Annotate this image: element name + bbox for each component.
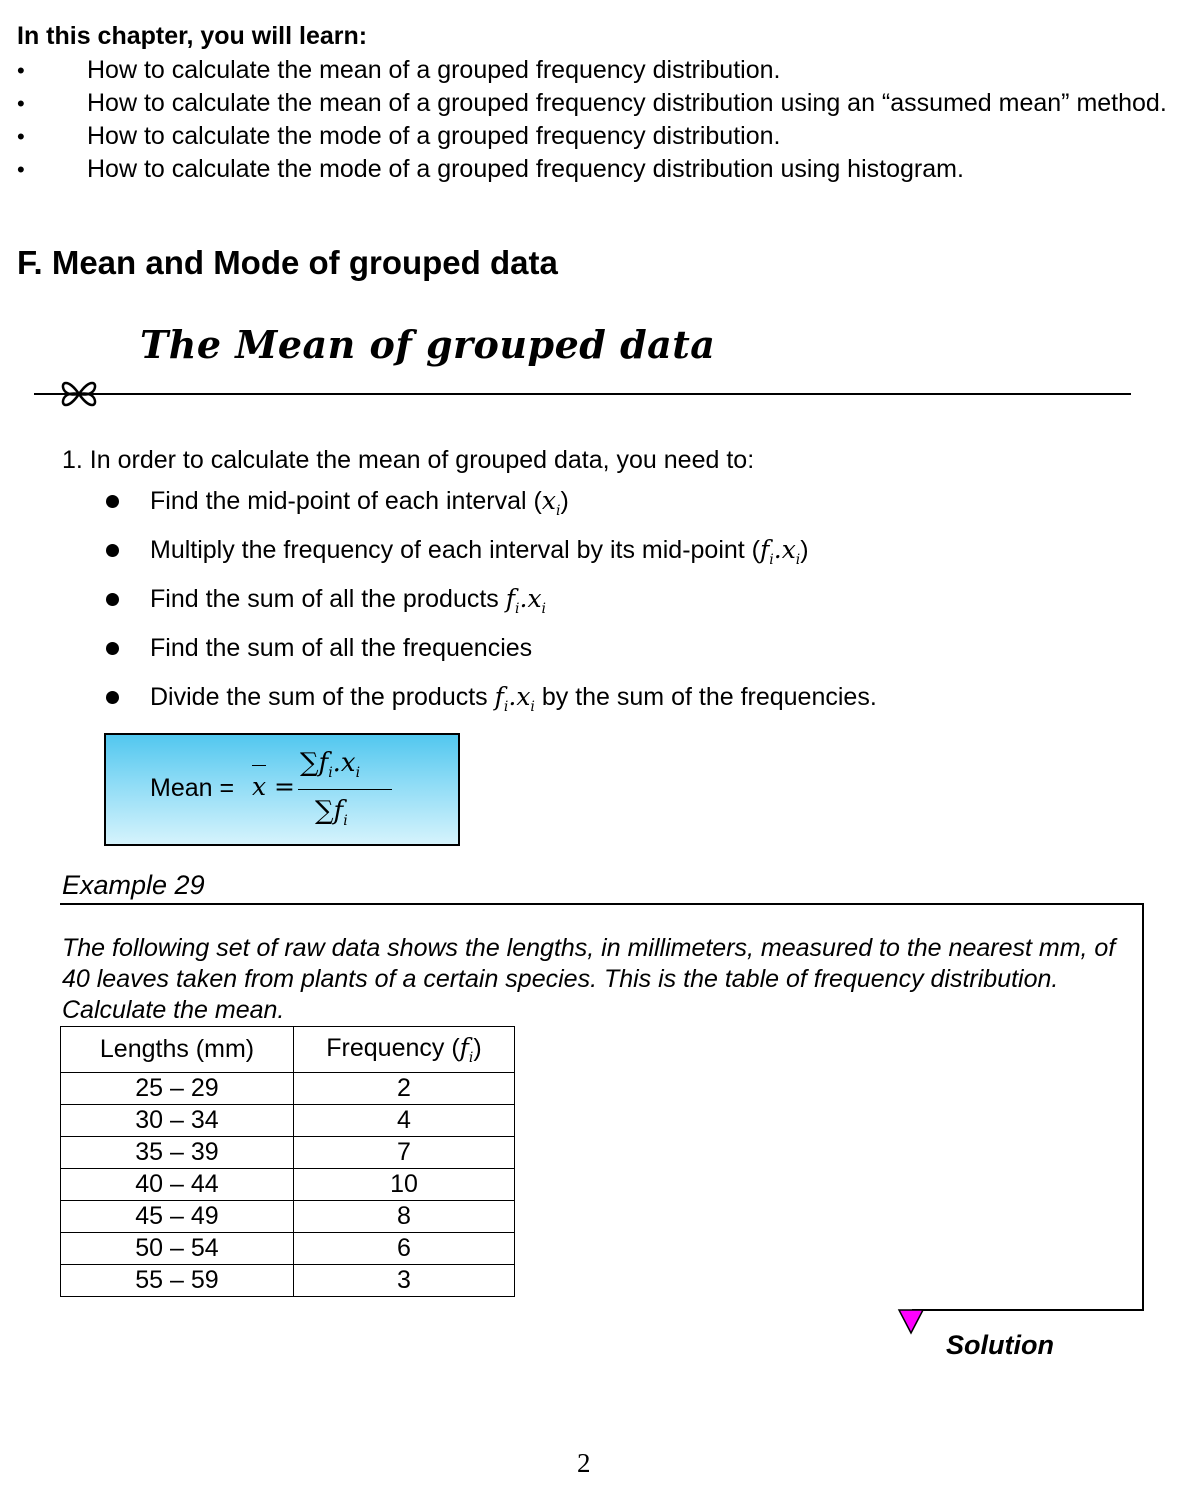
example-top-rule — [60, 903, 1144, 905]
bullet-icon: • — [17, 124, 25, 149]
example-title: Example 29 — [62, 870, 205, 900]
formula-denominator: $\sum f_i$ — [315, 796, 348, 829]
bullet-icon: • — [17, 58, 25, 83]
table-row — [61, 1233, 515, 1265]
table-header-row — [61, 1027, 515, 1073]
table-header-frequency: Frequency $(f_i)$ — [294, 1027, 515, 1073]
bullet-icon — [106, 642, 119, 655]
section-subtitle: The Mean of grouped data — [140, 322, 716, 367]
objectives-list — [17, 55, 1177, 187]
formula-lhs: x = — [252, 772, 295, 801]
table-row — [61, 1169, 515, 1201]
section-divider — [34, 393, 1131, 395]
step-item: Divide the sum of the products $f_i.x_i$ by the sum of the frequencies. — [100, 678, 877, 727]
example-right-rule — [1142, 903, 1144, 1310]
length-cell: 25 – 29 — [61, 1073, 294, 1105]
formula-label: Mean = — [150, 774, 235, 802]
objective-item: • How to calculate the mean of a grouped frequency distribution using an “assumed mean” method. — [17, 89, 1167, 117]
section-title: F. Mean and Mode of grouped data — [17, 244, 558, 281]
objective-item: • How to calculate the mode of a grouped frequency distribution using histogram. — [17, 155, 964, 183]
length-cell: 45 – 49 — [61, 1201, 294, 1233]
table-row — [61, 1201, 515, 1233]
length-cell: 30 – 34 — [61, 1105, 294, 1137]
frequency-cell: 3 — [294, 1265, 515, 1297]
steps-intro: 1. In order to calculate the mean of grouped data, you need to: — [62, 446, 755, 474]
step-item: Find the sum of all the products $f_i.x_i$ — [100, 580, 877, 629]
step-item: Find the sum of all the frequencies — [100, 629, 877, 678]
formula-numerator: $\sum f_i.x_i$ — [300, 748, 361, 781]
table-row — [61, 1137, 515, 1169]
page-number: 2 — [577, 1448, 591, 1478]
length-cell: 35 – 39 — [61, 1137, 294, 1169]
table-row — [61, 1073, 515, 1105]
intro-heading: In this chapter, you will learn: — [17, 22, 368, 50]
solution-label: Solution — [946, 1330, 1054, 1360]
bullet-icon: • — [17, 157, 25, 182]
steps-list — [100, 482, 877, 727]
length-cell: 55 – 59 — [61, 1265, 294, 1297]
bullet-icon — [106, 544, 119, 557]
bullet-icon: • — [17, 91, 25, 116]
frequency-cell: 10 — [294, 1169, 515, 1201]
objective-item: • How to calculate the mode of a grouped frequency distribution. — [17, 122, 781, 150]
frequency-cell: 7 — [294, 1137, 515, 1169]
x-bar-overline — [252, 765, 266, 766]
bullet-icon — [106, 593, 119, 606]
example-bottom-rule — [912, 1309, 1144, 1311]
formula-fraction-bar — [298, 789, 392, 790]
frequency-table — [60, 1026, 515, 1297]
frequency-cell: 8 — [294, 1201, 515, 1233]
frequency-cell: 6 — [294, 1233, 515, 1265]
triangle-marker-icon — [897, 1308, 925, 1336]
length-cell: 50 – 54 — [61, 1233, 294, 1265]
table-header-lengths: Lengths (mm) — [61, 1027, 294, 1073]
length-cell: 40 – 44 — [61, 1169, 294, 1201]
table-row — [61, 1265, 515, 1297]
bullet-icon — [106, 691, 119, 704]
step-item: Find the mid-point of each interval $(x_i)$ — [100, 482, 877, 531]
bullet-icon — [106, 495, 119, 508]
frequency-cell: 4 — [294, 1105, 515, 1137]
step-item: Multiply the frequency of each interval by its mid-point $(f_i.x_i)$ — [100, 531, 877, 580]
table-row — [61, 1105, 515, 1137]
frequency-cell: 2 — [294, 1073, 515, 1105]
example-problem-text: The following set of raw data shows the lengths, in millimeters, measured to the nearest mm, of 40 leaves taken from plants of a certain species. This is the table of frequency distribution. Calculate the mean. — [62, 934, 1116, 1024]
objective-item: • How to calculate the mean of a grouped frequency distribution. — [17, 56, 781, 84]
